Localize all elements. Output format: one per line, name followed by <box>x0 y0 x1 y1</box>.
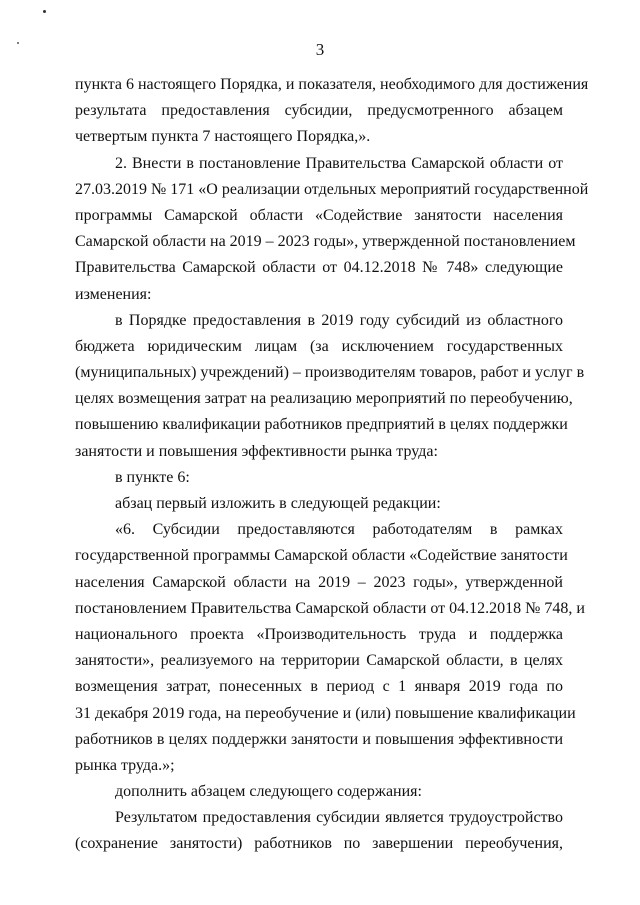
text-line: дополнить абзацем следующего содержания: <box>115 783 422 801</box>
text-line: пункта 6 настоящего Порядка, и показателя, необходимого для достижения <box>75 76 589 93</box>
page-number: 3 <box>315 40 325 59</box>
text-line: возмещения затрат, понесенных в период с 1 января 2019 года по <box>75 678 563 696</box>
text-line: абзац первый изложить в следующей редакции: <box>115 495 441 512</box>
document-body <box>75 72 589 858</box>
text-line: Правительства Самарской области от 04.12.2018 № 748» следующие <box>75 259 563 277</box>
text-line: повышению квалификации работников предприятий в целях поддержки <box>75 416 568 434</box>
text-line: работников в целях поддержки занятости и повышения эффективности <box>75 730 563 748</box>
text-line: четвертым пункта 7 настоящего Порядка,». <box>75 128 371 146</box>
text-line: «6. Субсидии предоставляются работодателям в рамках <box>115 521 563 539</box>
text-line: изменения: <box>75 285 152 303</box>
text-line: рынка труда.»; <box>75 756 175 774</box>
text-line: 31 декабря 2019 года, на переобучение и (или) повышение квалификации <box>75 704 576 722</box>
scan-artifact-dot <box>43 10 46 13</box>
text-line: бюджета юридическим лицам (за исключением государственных <box>75 337 563 355</box>
text-line: занятости», реализуемого на территории Самарской области, в целях <box>75 652 563 670</box>
text-line: постановлением Правительства Самарской области от 04.12.2018 № 748, и <box>75 599 585 617</box>
text-line: (муниципальных) учреждений) – производителям товаров, работ и услуг в <box>75 364 585 382</box>
text-line: занятости и повышения эффективности рынка труда: <box>75 442 438 460</box>
text-line: национального проекта «Производительность труда и поддержка <box>75 625 563 643</box>
text-line: (сохранение занятости) работников по завершении переобучения, <box>75 835 563 853</box>
text-line: 27.03.2019 № 171 «О реализации отдельных мероприятий государственной <box>75 180 589 198</box>
text-line: результата предоставления субсидии, предусмотренного абзацем <box>75 102 563 120</box>
text-line: в Порядке предоставления в 2019 году субсидий из областного <box>115 311 563 329</box>
text-line: государственной программы Самарской области «Содействие занятости <box>75 547 568 565</box>
text-line: 2. Внести в постановление Правительства Самарской области от <box>115 154 563 172</box>
text-line: населения Самарской области на 2019 – 2023 годы», утвержденной <box>75 573 563 591</box>
text-line: в пункте 6: <box>115 468 190 486</box>
text-line: Самарской области на 2019 – 2023 годы», утвержденной постановлением <box>75 233 576 251</box>
text-line: Результатом предоставления субсидии является трудоустройство <box>115 809 563 827</box>
text-line: программы Самарской области «Содействие занятости населения <box>75 206 563 224</box>
text-line: целях возмещения затрат на реализацию мероприятий по переобучению, <box>75 390 573 408</box>
